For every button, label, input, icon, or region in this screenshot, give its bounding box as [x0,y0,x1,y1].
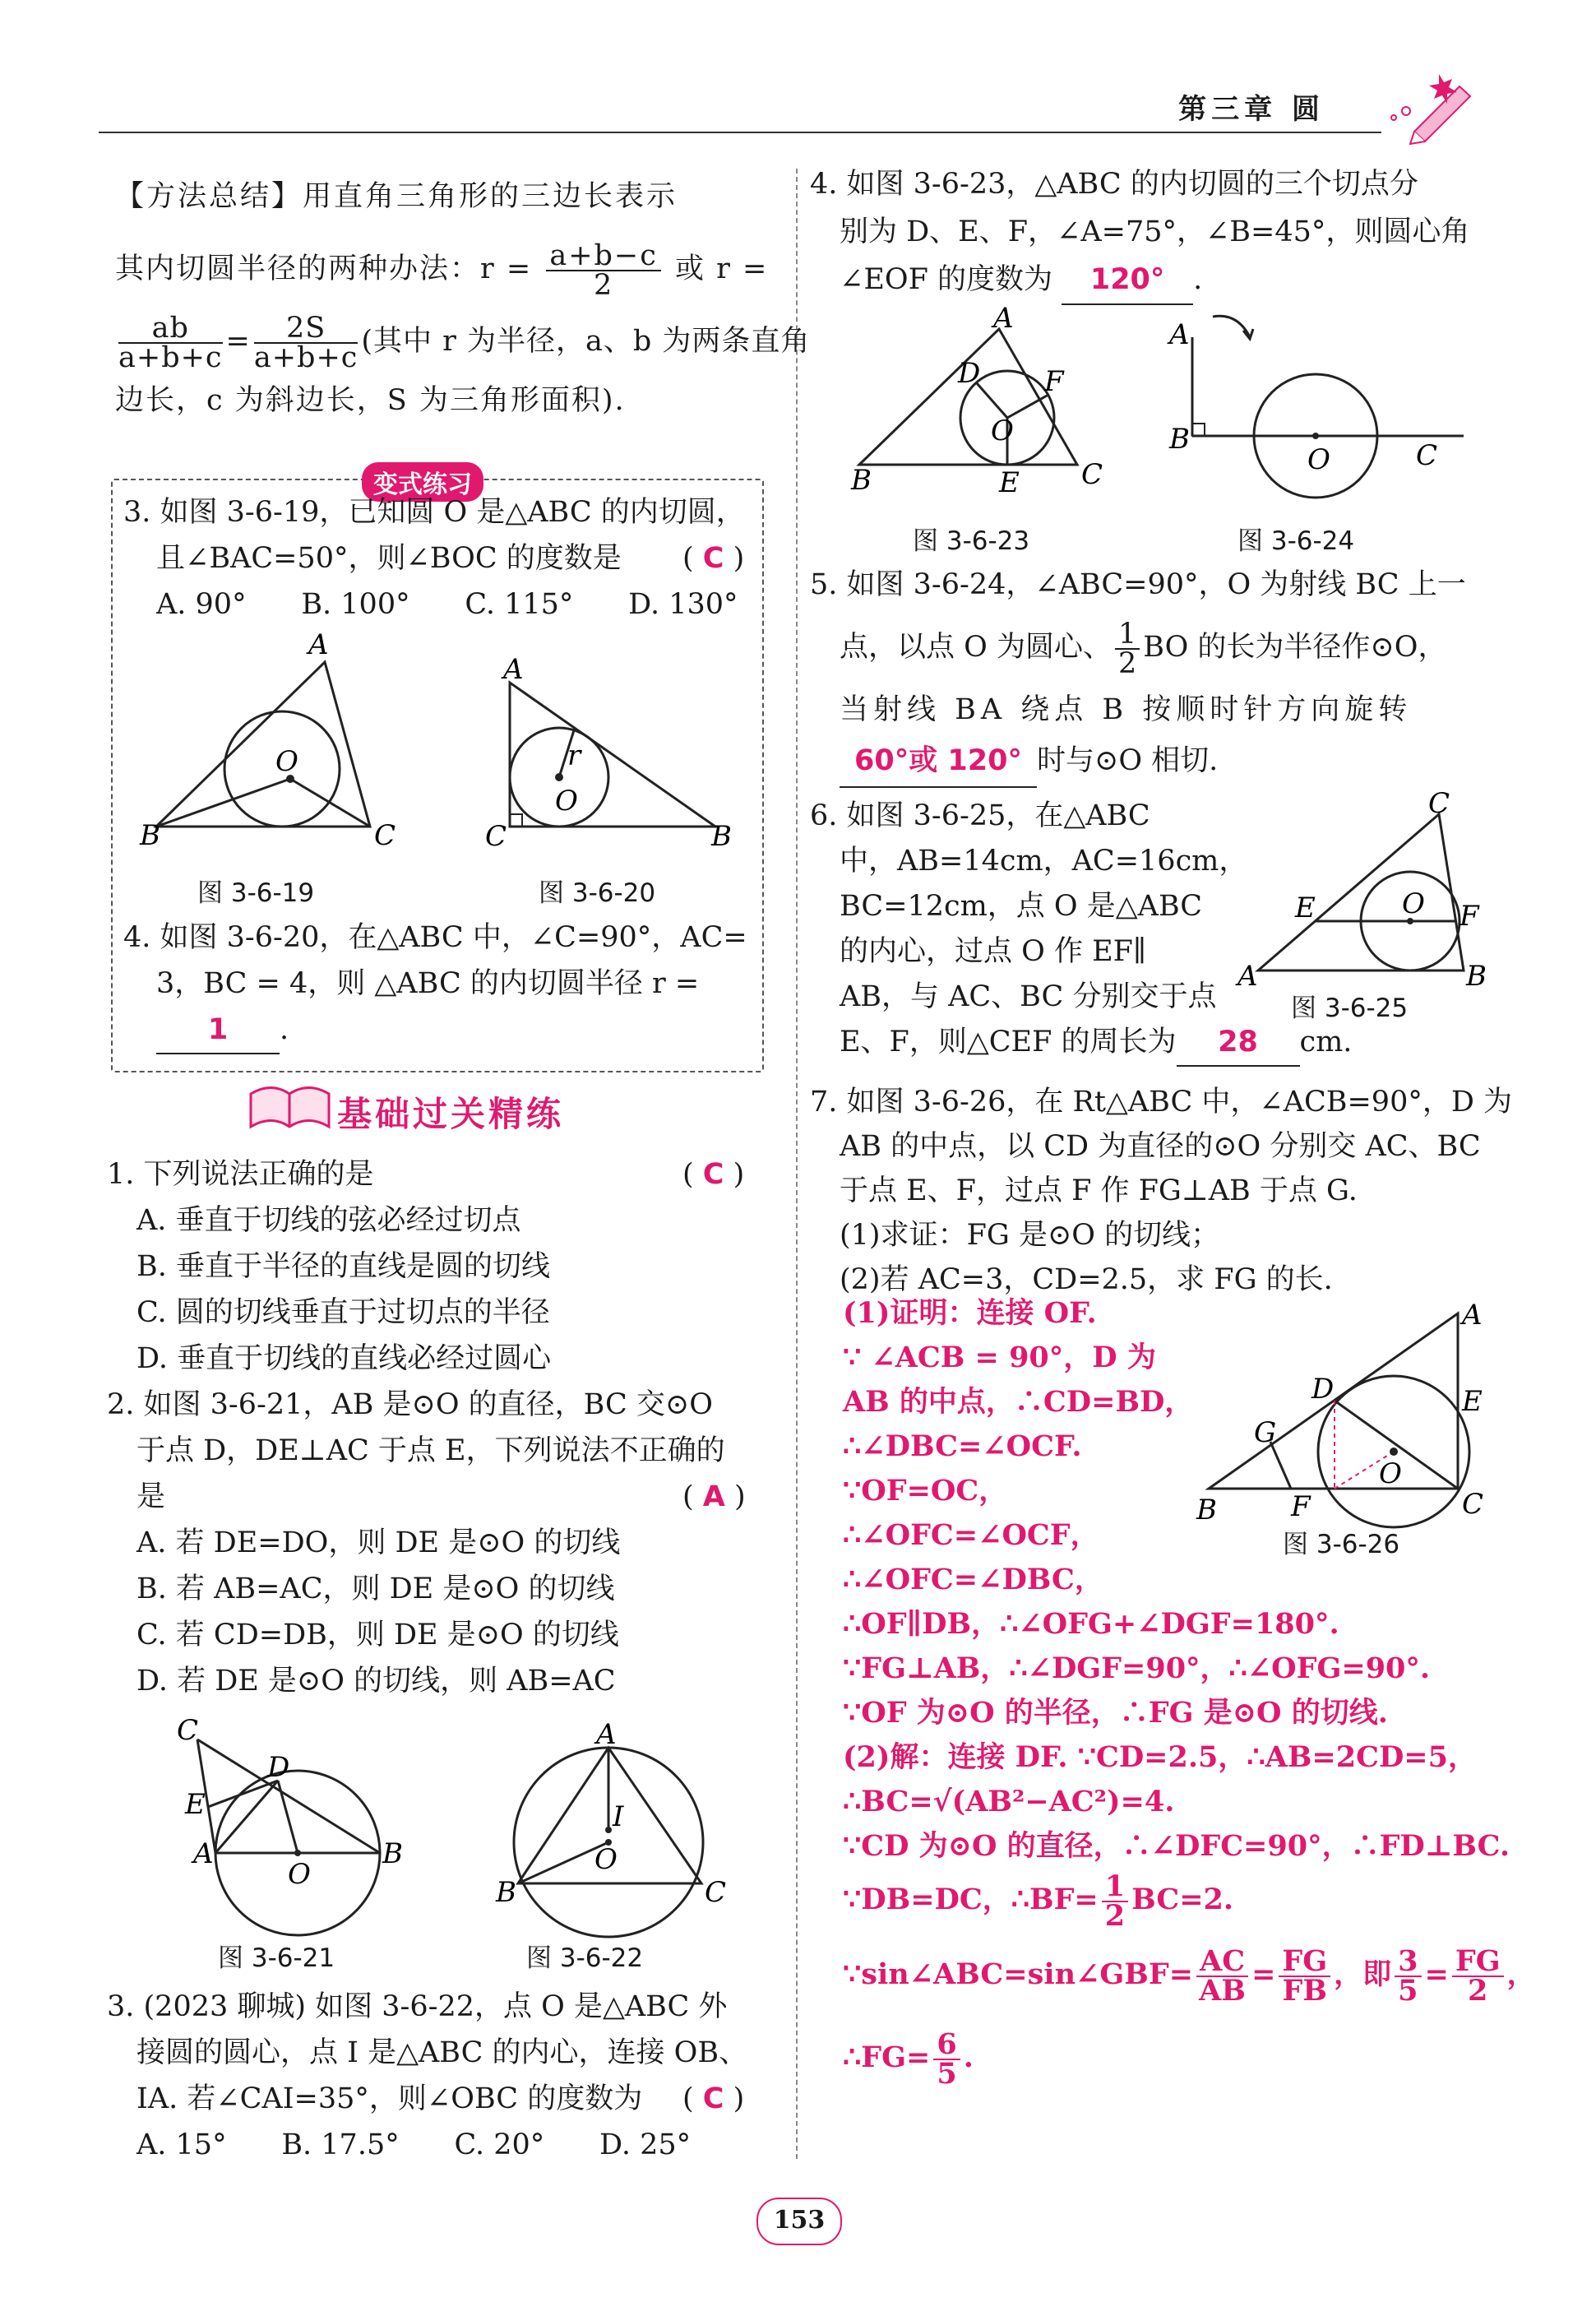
section-title: 基础过关精练 [337,1094,565,1134]
q3-line2: 且∠BAC=50°，则∠BOC 的度数是 [156,542,622,575]
fg-den: 5 [937,2056,957,2091]
figure-3-6-24 [1159,313,1472,502]
svg-text:A: A [1169,318,1190,351]
method-line1: 【方法总结】用直角三角形的三边长表示 [115,180,678,213]
s3-num: 3 [1395,1948,1421,1977]
pencil-decoration-icon [1381,62,1480,144]
sol-mid: ，即 [1334,1957,1392,1991]
svg-text:B: B [1466,960,1487,993]
sol-line-14: ∵DB=DC，∴BF= [843,1883,1099,1916]
fig23-caption: 图 3-6-23 [913,526,1030,556]
svg-text:C: C [705,1876,727,1909]
rq4-answer: 120° [1089,263,1165,296]
figure-3-6-23 [847,302,1110,502]
b2-option-c: C. 若 CD=DB，则 DE 是⊙O 的切线 [136,1619,619,1651]
svg-text:A: A [596,1718,617,1751]
method-summary [115,160,811,424]
b3-line2: 接圆的圆心，点 I 是△ABC 的内心，连接 OB、 [136,2036,748,2069]
b3-answer: C [702,2082,724,2115]
svg-text:O: O [275,745,298,778]
sol-line-2: ∵ ∠ACB = 90°，D 为 [843,1341,1156,1374]
figure-3-6-21 [156,1715,419,1929]
sol-line-16: ∴FG= [843,2040,931,2074]
rq4-line2: 别为 D、E、F，∠A=75°，∠B=45°，则圆心角 [840,215,1470,248]
svg-text:A: A [1462,1299,1483,1332]
fig24-caption: 图 3-6-24 [1237,526,1355,556]
sol-line-1: (1)证明：连接 OF. [843,1296,1097,1330]
svg-text:O: O [555,785,578,818]
svg-text:C: C [1081,458,1103,491]
sol-line-4: ∴∠DBC=∠OCF. [843,1429,1082,1463]
svg-text:E: E [1295,892,1316,924]
frac1-den: 2 [593,268,614,302]
svg-text:F: F [1460,900,1479,933]
b1-stem: 1. 下列说法正确的是 [107,1158,374,1191]
rq5-line3: 当射线 BA 绕点 B 按顺时针方向旋转 [840,693,1413,726]
svg-text:O: O [1379,1457,1402,1490]
basic-q3: 3. (2023 聊城) 如图 3-6-22，点 O 是△ABC 外 接圆的圆心，点 I 是△ABC 的内心，连接 OB、 IA. 若∠CAI=35°，则∠OBC 的度数为 ( C ) A. 15° B. 17.5° C. 20° D. 25° [107,1984,765,2168]
basic-q1: 1. 下列说法正确的是 ( C ) A. 垂直于切线的弦必经过切点 B. 垂直于半径的直线是圆的切线 C. 圆的切线垂直于过切点的半径 D. 垂直于切线的直线必经过圆心 2. 如图 3-6-21，AB 是⊙O 的直径，BC 交⊙O 于点 D，DE⊥AC 于点 E，下列说法不正确的 是 ( A ) A. 若 DE=DO，则 DE 是⊙O 的切线 B. 若 AB=AC，则 DE 是⊙O 的切线 C. 若 CD=DB，则 DE 是⊙O 的切线 D. 若 DE 是⊙O 的切线，则 AB=AC [107,1151,765,1704]
frac2-den: a+b+c [118,340,223,374]
rq6-unit: cm. [1299,1026,1353,1058]
rq5-line2a: 点，以点 O 为圆心、 [840,631,1112,664]
s1-den: AB [1199,1973,1246,2008]
rq6-line5: AB，与 AC、BC 分别交于点 [840,980,1217,1013]
svg-text:O: O [288,1858,311,1891]
sol-line-10: ∵OF 为⊙O 的半径，∴FG 是⊙O 的切线. [843,1696,1388,1730]
rq5-line2b: BO 的长为半径作⊙O， [1143,631,1447,664]
rq7-line4: (1)求证：FG 是⊙O 的切线； [840,1219,1220,1252]
practice-q4: 4. 如图 3-6-20，在△ABC 中，∠C=90°，AC= 3，BC = 4，则 △ABC 的内切圆半径 r = 1 . [123,915,756,1054]
sol-end: ， [1506,1957,1536,1991]
svg-text:D: D [958,357,981,390]
b3-options: A. 15° B. 17.5° C. 20° D. 25° [136,2128,692,2161]
svg-text:B: B [496,1876,516,1909]
rq6-line4: 的内心，过点 O 作 EF∥ [840,935,1147,968]
svg-text:B: B [1196,1494,1217,1526]
q4-line2: 3，BC = 4，则 △ABC 的内切圆半径 r = [156,967,700,1000]
sol-line-6: ∴∠OFC=∠OCF， [843,1518,1099,1552]
sol-line-5: ∵OF=OC， [843,1474,1008,1508]
svg-text:G: G [1254,1416,1277,1449]
rq7-line3: 于点 E、F，过点 F 作 FG⊥AB 于点 G. [840,1174,1358,1207]
b3-line1: 3. (2023 聊城) 如图 3-6-22，点 O 是△ABC 外 [107,1990,728,2023]
fig25-caption: 图 3-6-25 [1291,994,1409,1023]
book-icon [247,1077,337,1135]
rq7-line1: 7. 如图 3-6-26，在 Rt△ABC 中，∠ACB=90°，D 为 [810,1086,1513,1119]
svg-text:A: A [993,302,1014,335]
rq6-line2: 中，AB=14cm，AC=16cm， [840,845,1248,878]
rq6-line1: 6. 如图 3-6-25，在△ABC [810,799,1150,832]
sol-line-7: ∴∠OFC=∠DBC， [843,1563,1103,1596]
sol-line-9: ∵FG⊥AB，∴∠DGF=90°，∴∠OFG=90°. [843,1651,1431,1685]
q4-line1: 4. 如图 3-6-20，在△ABC 中，∠C=90°，AC= [123,921,747,954]
q3-options: A. 90° B. 100° C. 115° D. 130° [156,588,738,621]
chapter-title: 第三章 圆 [1178,93,1325,126]
sol-line-13: ∵CD 为⊙O 的直径，∴∠DFC=90°，∴FD⊥BC. [843,1829,1510,1863]
fig26-caption: 图 3-6-26 [1283,1530,1400,1559]
svg-text:O: O [991,415,1014,447]
s2-num: FG [1279,1948,1330,1977]
b2-answer: A [702,1480,725,1513]
s4-den: 2 [1468,1973,1488,2008]
svg-text:O: O [594,1843,618,1876]
svg-text:E: E [1462,1385,1483,1418]
rq4-line1: 4. 如图 3-6-23，△ABC 的内切圆的三个切点分 [810,168,1418,201]
rq5-answer: 60°或 120° [854,744,1022,777]
header-rule [99,132,1381,133]
rq6-line3: BC=12cm，点 O 是△ABC [840,890,1203,923]
s3-den: 5 [1398,1973,1418,2008]
sol-line-15: ∵sin∠ABC=sin∠GBF= [843,1957,1194,1991]
page-number: 153 [756,2198,842,2245]
practice-q3: 3. 如图 3-6-19，已知圆 O 是△ABC 的内切圆， 且∠BAC=50°，则∠BOC 的度数是 ( C ) A. 90° B. 100° C. 115° D. 130° [123,489,756,628]
sol-line-3: AB 的中点，∴CD=BD， [843,1385,1194,1419]
practice-tag: 变式练习 [362,462,483,502]
svg-text:C: C [1462,1488,1484,1521]
eq-sign: = [225,325,251,358]
svg-text:A: A [503,653,524,686]
q3-answer: C [702,542,724,575]
q3-line1: 3. 如图 3-6-19，已知圆 O 是△ABC 的内切圆， [123,496,745,529]
b2-line3: 是 [136,1480,166,1513]
s4-num: FG [1452,1948,1504,1977]
solution: (1)证明：连接 OF. ∵ ∠ACB = 90°，D 为 AB 的中点，∴CD=BD， ∴∠DBC=∠OCF. ∵OF=OC， ∴∠OFC=∠OCF， ∴∠OFC=∠DBC， ∴OF∥DB，∴∠OFG+∠DGF=180°. ∵FG⊥AB，∴∠DGF=90°，∴∠OFG=90°. ∵OF 为⊙O 的半径，∴FG 是⊙O 的切线. (2)解：连接 DF. ∵CD=2.5，∴AB=2CD=5， ∴BC=√(AB²−AC²)=4. ∵CD 为⊙O 的直径，∴∠DFC=90°，∴FD⊥BC. ∵DB=DC，∴BF= $\frac{1}{2}$ BC=2. ∵sin∠ABC=sin∠GBF= $\frac{AC}{AB}$ = $\frac{FG}{FB}$ ，即 $\frac{3}{5}$ = $\frac{FG}{2}$ ， ∴FG= $\frac{6}{5}$ . [843,1291,1501,2097]
half-num: 1 [1102,1873,1128,1902]
svg-text:F: F [1044,365,1064,398]
right-q7 [810,1080,1513,1302]
fg-num: 6 [933,2031,960,2060]
frac1-num: a+b−c [546,242,661,271]
svg-text:r: r [567,739,581,772]
svg-text:B: B [382,1837,403,1870]
method-line3: (其中 r 为半径，a、b 为两条直角 [361,325,811,358]
b2-line2: 于点 D，DE⊥AC 于点 E，下列说法不正确的 [136,1434,725,1467]
s2-den: FB [1282,1973,1327,2008]
rq5-frac-num: 1 [1115,620,1140,650]
b1-option-a: A. 垂直于切线的弦必经过切点 [136,1204,521,1237]
svg-text:C: C [1428,787,1450,820]
b2-option-d: D. 若 DE 是⊙O 的切线，则 AB=AC [136,1665,616,1698]
right-q5 [810,559,1484,788]
rq7-line2: AB 的中点，以 CD 为直径的⊙O 分别交 AC、BC [840,1130,1481,1163]
svg-text:C: C [177,1714,199,1747]
svg-text:C: C [1416,439,1438,472]
svg-text:A: A [308,628,329,661]
half-den: 2 [1104,1898,1126,1933]
svg-text:E: E [999,466,1020,499]
right-q4: 4. 如图 3-6-23，△ABC 的内切圆的三个切点分 别为 D、E、F，∠A=75°，∠B=45°，则圆心角 ∠EOF 的度数为 120° . [810,160,1484,305]
svg-text:O: O [1307,443,1330,476]
fg-end: . [963,2040,974,2074]
sol-line-8: ∴OF∥DB，∴∠OFG+∠DGF=180°. [843,1607,1339,1641]
fig19-caption: 图 3-6-19 [197,878,315,908]
rq7-line5: (2)若 AC=3，CD=2.5，求 FG 的长. [840,1263,1333,1296]
b1-option-c: C. 圆的切线垂直于过切点的半径 [136,1296,550,1329]
b2-option-b: B. 若 AB=AC，则 DE 是⊙O 的切线 [136,1573,615,1605]
b3-line3: IA. 若∠CAI=35°，则∠OBC 的度数为 [136,2082,643,2115]
svg-text:D: D [1311,1373,1335,1406]
svg-text:C: C [485,820,507,853]
rq6-line6: E、F，则△CEF 的周长为 [840,1026,1177,1058]
s1-num: AC [1196,1948,1248,1977]
svg-text:C: C [374,819,396,852]
b1-option-d: D. 垂直于切线的直线必经过圆心 [136,1342,552,1375]
column-divider [796,169,798,2159]
right-q6 [810,794,1353,1067]
figure-3-6-20 [485,653,732,855]
svg-text:B: B [711,820,732,853]
b1-answer: C [702,1158,724,1191]
sol-line-12: ∴BC=√(AB²−AC²)=4. [843,1785,1175,1818]
rq4-line3: ∠EOF 的度数为 [840,263,1052,296]
svg-text:B: B [1169,423,1190,456]
rq5-line4: 时与⊙O 相切. [1037,744,1219,777]
b1-option-b: B. 垂直于半径的直线是圆的切线 [136,1250,550,1283]
svg-text:E: E [185,1788,206,1821]
fig22-caption: 图 3-6-22 [526,1943,644,1973]
svg-text:B: B [140,819,160,852]
svg-text:F: F [1291,1490,1311,1523]
svg-text:B: B [851,464,872,497]
figure-3-6-22 [489,1719,736,1933]
figure-3-6-25 [1237,787,1487,995]
method-line4: 边长，c 为斜边长，S 为三角形面积). [115,384,626,417]
svg-text:A: A [1237,960,1258,993]
b2-line1: 2. 如图 3-6-21，AB 是⊙O 的直径，BC 交⊙O [107,1388,713,1421]
frac2-num: ab [118,314,223,344]
q4-answer: 1 [207,1013,229,1046]
method-line2a: 其内切圆半径的两种办法：r = [115,252,533,285]
rq5-line1: 5. 如图 3-6-24，∠ABC=90°，O 为射线 BC 上一 [810,568,1466,601]
svg-text:O: O [1402,887,1425,920]
rq5-frac-den: 2 [1117,646,1137,680]
svg-text:D: D [267,1751,290,1784]
fig20-caption: 图 3-6-20 [539,878,656,908]
svg-text:A: A [193,1837,214,1870]
frac3-num: 2S [254,314,359,344]
sol-line-11: (2)解：连接 DF. ∵CD=2.5，∴AB=2CD=5， [843,1740,1477,1774]
frac3-den: a+b+c [253,340,359,374]
method-line2b: 或 r = [675,252,769,285]
bf-tail: BC=2. [1131,1883,1234,1916]
figure-3-6-19 [140,629,411,851]
b2-option-a: A. 若 DE=DO，则 DE 是⊙O 的切线 [136,1526,621,1559]
fig21-caption: 图 3-6-21 [218,1943,335,1973]
rq6-answer: 28 [1218,1026,1258,1058]
svg-text:I: I [613,1800,624,1833]
